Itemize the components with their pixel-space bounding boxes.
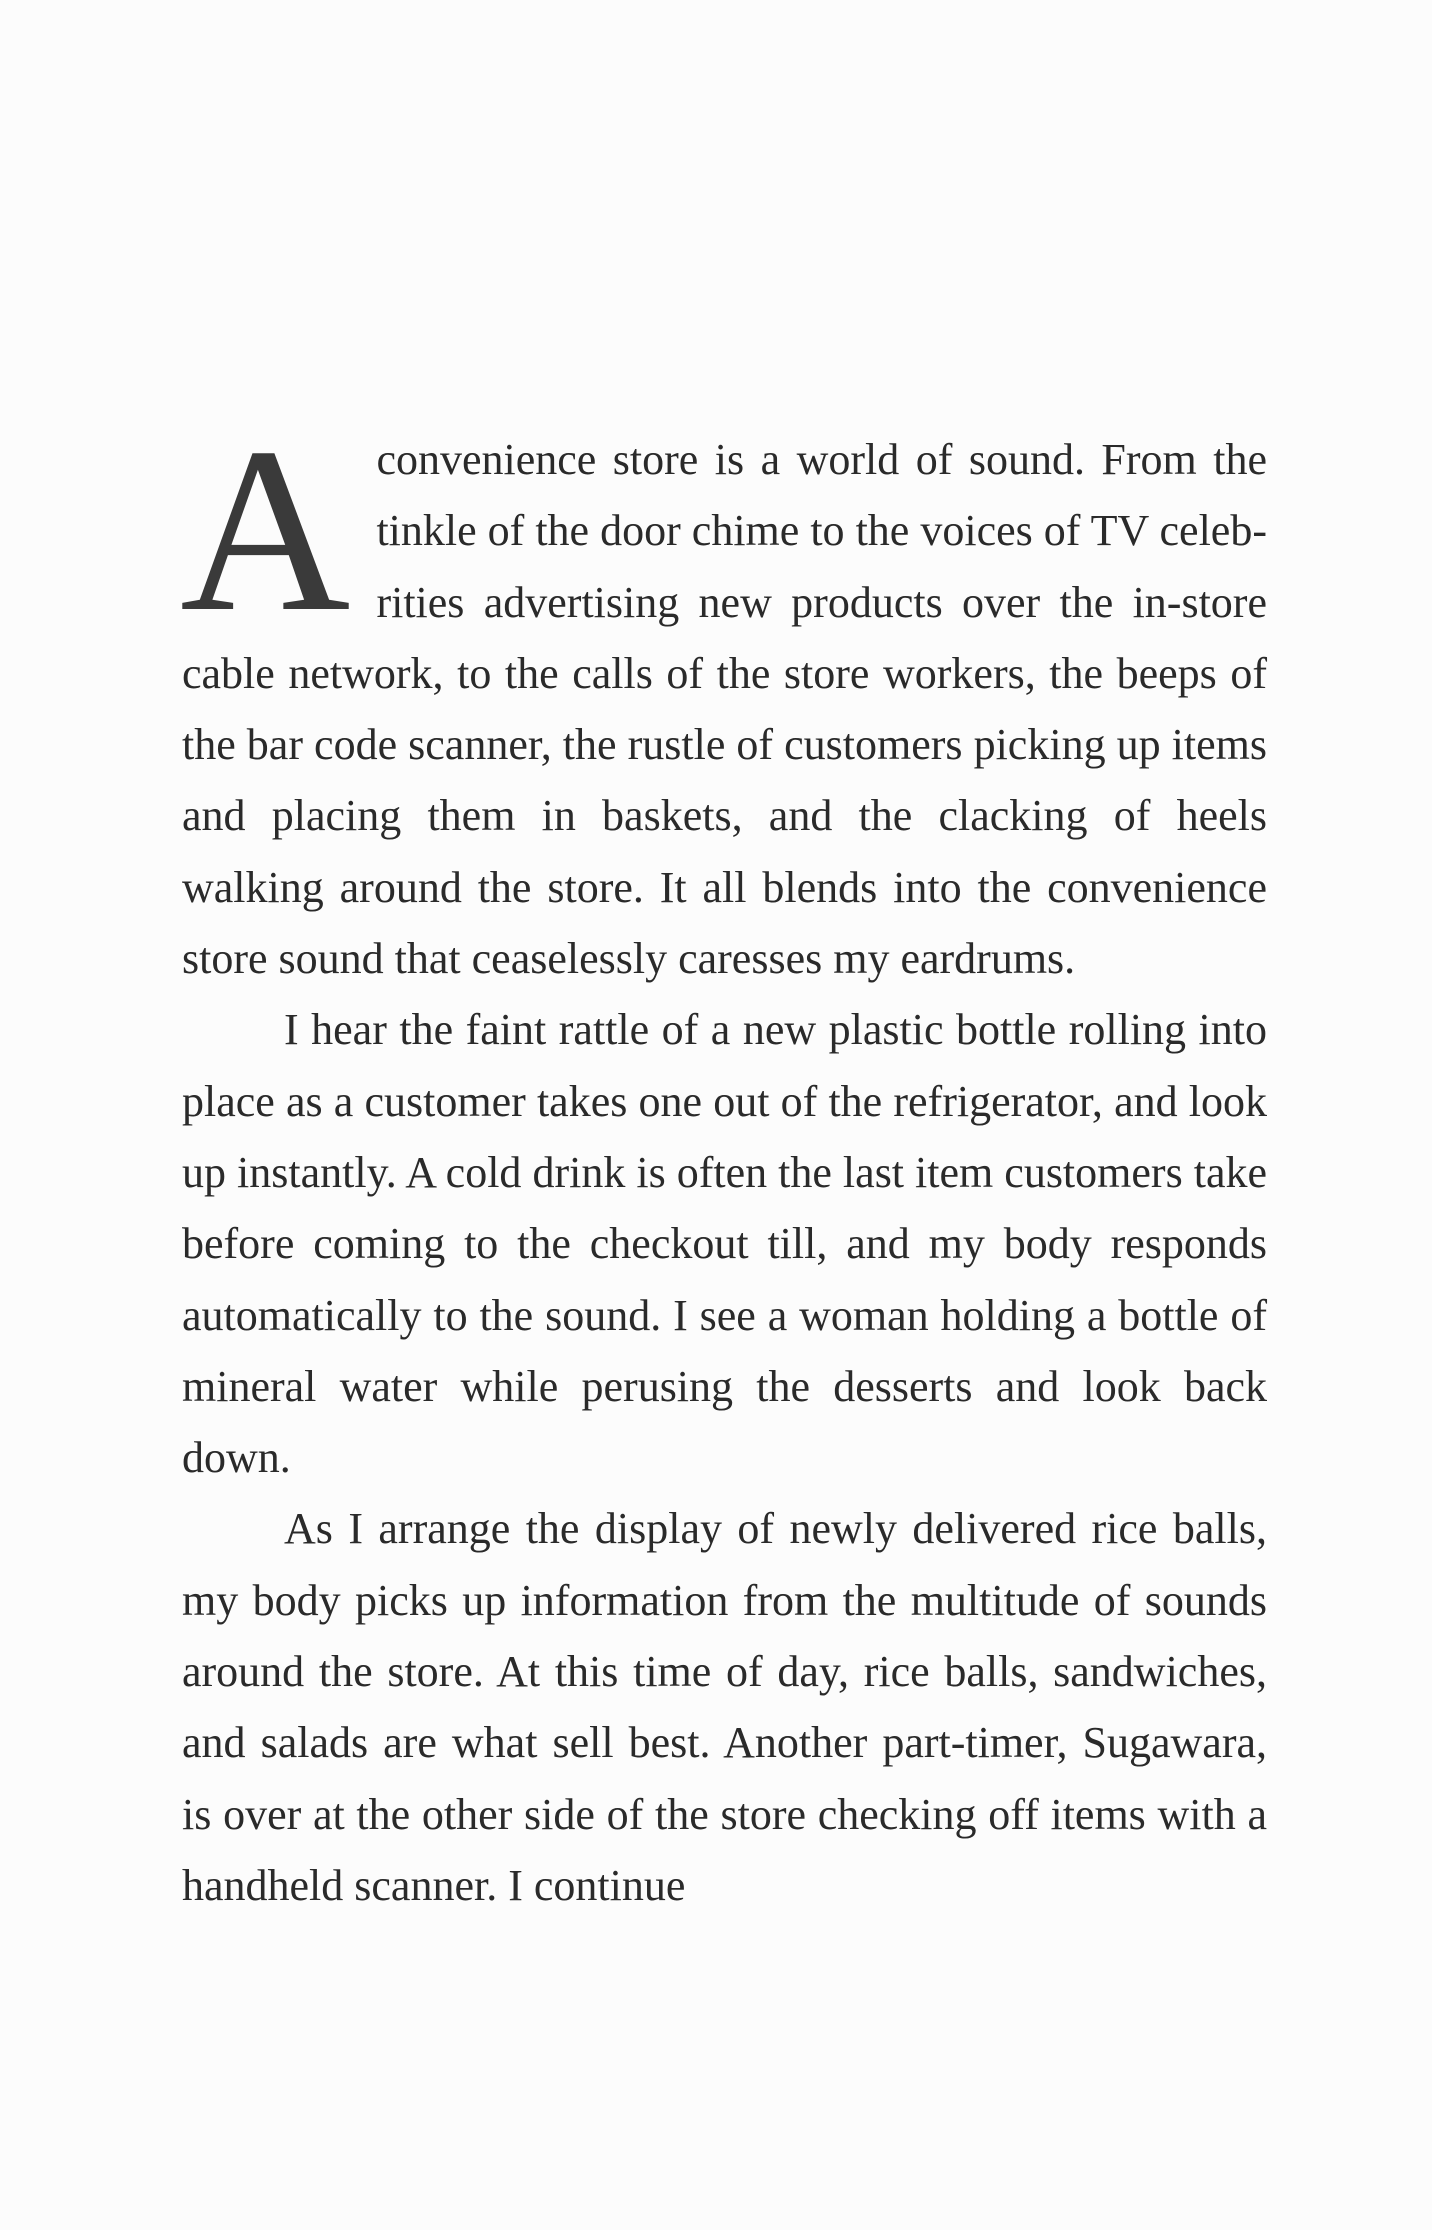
paragraph-1: [180, 400, 1267, 994]
paragraph-1-text: convenience store is a world of sound. From the tinkle of the door chime to the voices of TV celebrities advertising new products over the in-store cable network, to the calls of the store workers, the beeps of the bar code scanner, the rustle of customers picking up items and placing them in baskets, and the clacking of heels walking around the store. It all blends into the convenience store sound that ceaselessly caresses my eardrums.: [182, 435, 1267, 984]
body-text: [180, 400, 1267, 1921]
paragraph-2: I hear the faint rattle of a new plastic bottle rolling into place as a customer takes one out of the refrigerator, and look up instantly. A cold drink is often the last item customers take before coming to the checkout till, and my body responds automatically to the sound. I see a woman holding a bottle of mineral water while perusing the desserts and look back down.: [182, 1005, 1267, 1483]
drop-cap: A: [180, 400, 351, 661]
paragraph-3: As I arrange the display of newly delivered rice balls, my body picks up information from the multitude of sounds around the store. At this time of day, rice balls, sandwiches, and salads are what sell best. Another part-timer, Sugawara, is over at the other side of the store checking off items with a handheld scanner. I continue: [182, 1504, 1267, 1910]
